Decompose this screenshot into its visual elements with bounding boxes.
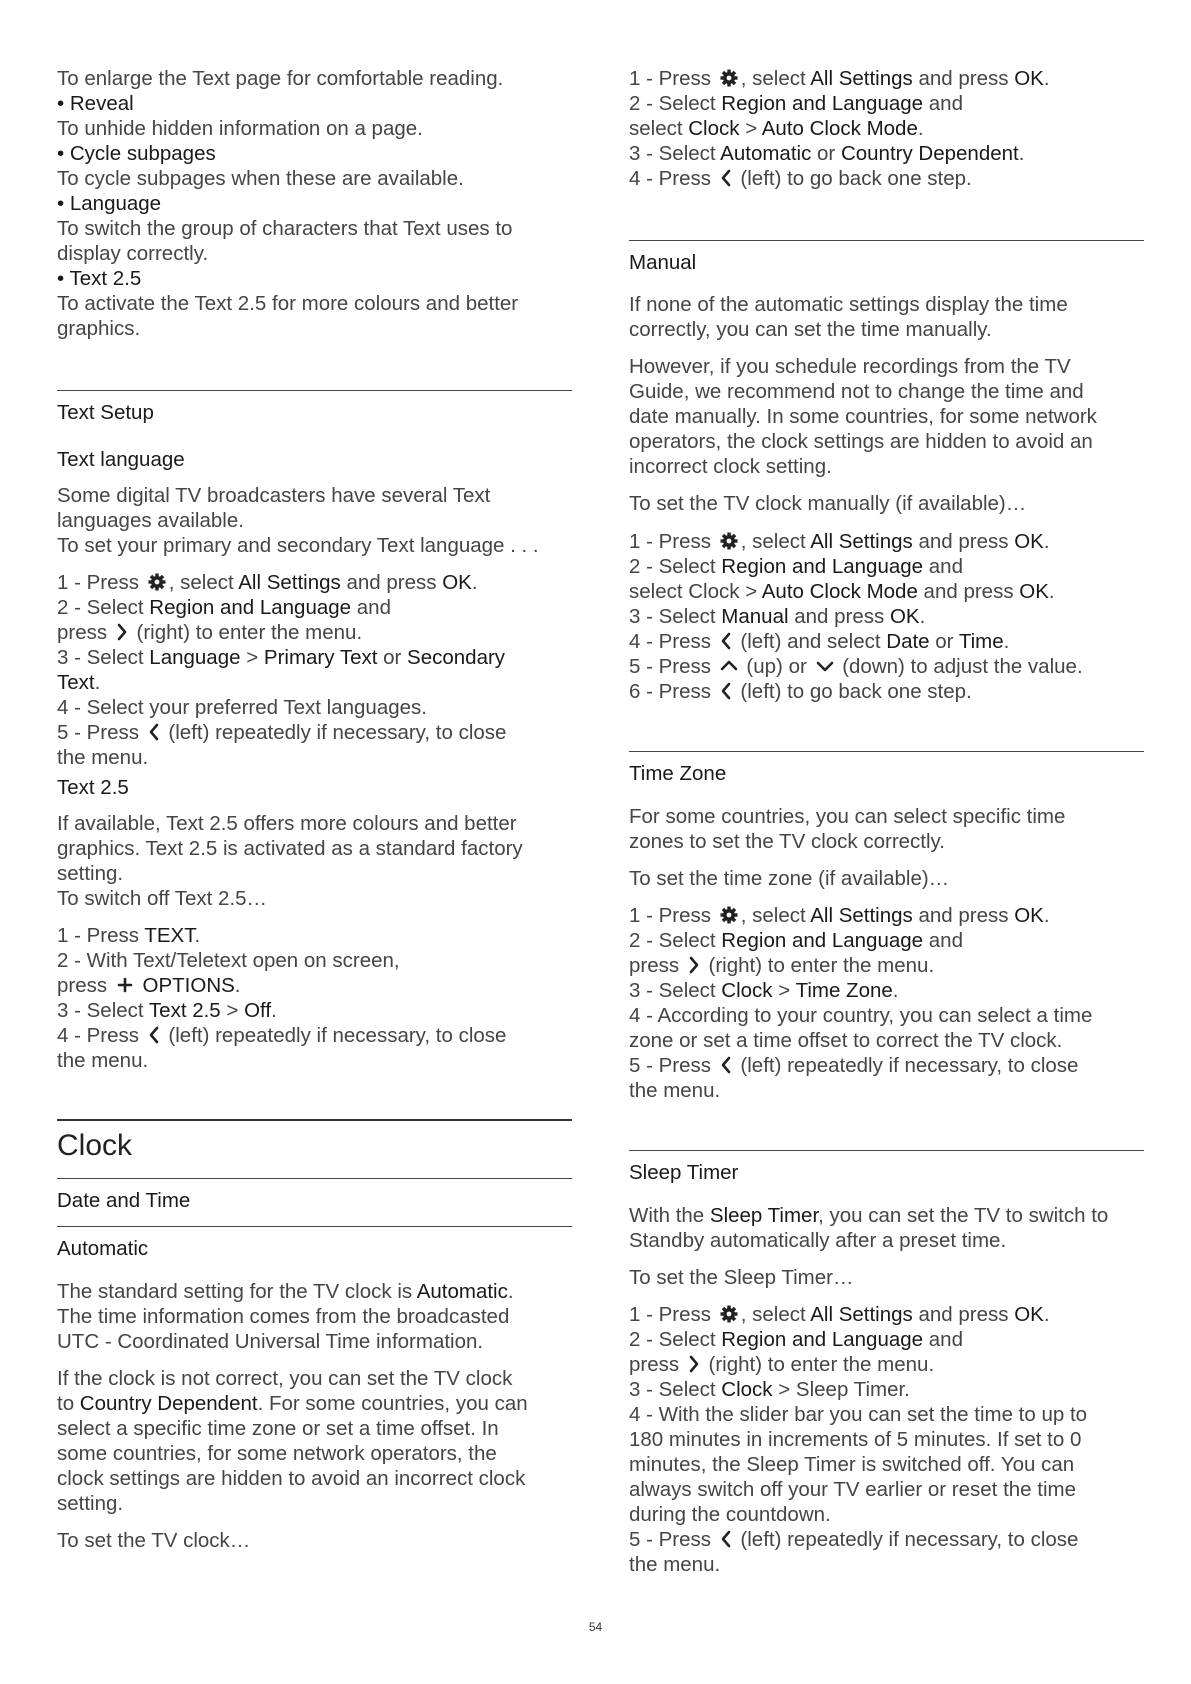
step: 1 - Press , select All Settings and press OK. bbox=[57, 571, 478, 594]
step: 3 - Select Language > Primary Text or Secondary bbox=[57, 646, 506, 669]
step: during the countdown. bbox=[629, 1503, 831, 1526]
paragraph: To set your primary and secondary Text language . . . bbox=[57, 534, 539, 557]
step: 5 - Press (up) or (down) to adjust the value. bbox=[629, 655, 1083, 678]
step: 1 - Press , select All Settings and press OK. bbox=[629, 67, 1050, 90]
paragraph: To set the TV clock manually (if available)… bbox=[629, 492, 1027, 515]
step: 2 - Select Region and Language and bbox=[629, 929, 963, 952]
step: 6 - Press (left) to go back one step. bbox=[629, 680, 972, 703]
paragraph: graphics. Text 2.5 is activated as a standard factory bbox=[57, 837, 523, 860]
step: 3 - Select Manual and press OK. bbox=[629, 605, 926, 628]
chapter-heading-clock: Clock bbox=[57, 1129, 133, 1162]
step: 1 - Press , select All Settings and press OK. bbox=[629, 1303, 1050, 1326]
chevron-up-icon bbox=[719, 656, 739, 676]
paragraph: To cycle subpages when these are available. bbox=[57, 167, 464, 190]
step: 3 - Select Automatic or Country Dependent. bbox=[629, 142, 1025, 165]
step: 3 - Select Clock > Time Zone. bbox=[629, 979, 899, 1002]
paragraph: The time information comes from the broadcasted bbox=[57, 1305, 510, 1328]
chapter-divider bbox=[57, 1119, 572, 1121]
paragraph: display correctly. bbox=[57, 242, 209, 265]
step: 5 - Press (left) repeatedly if necessary, to close bbox=[629, 1528, 1079, 1551]
chevron-left-icon bbox=[719, 1055, 733, 1075]
paragraph: To unhide hidden information on a page. bbox=[57, 117, 423, 140]
paragraph: To set the time zone (if available)… bbox=[629, 867, 950, 890]
subheading-automatic: Automatic bbox=[57, 1237, 149, 1260]
chevron-left-icon bbox=[719, 631, 733, 651]
section-divider bbox=[629, 751, 1144, 752]
chevron-left-icon bbox=[147, 722, 161, 742]
step: Text. bbox=[57, 671, 101, 694]
option-text-2-5: • Text 2.5 bbox=[57, 267, 142, 290]
chevron-right-icon bbox=[687, 1354, 701, 1374]
step: the menu. bbox=[57, 746, 149, 769]
paragraph: setting. bbox=[57, 862, 124, 885]
section-divider bbox=[629, 1150, 1144, 1151]
chevron-down-icon bbox=[815, 656, 835, 676]
gear-icon bbox=[147, 572, 167, 592]
step: 3 - Select Text 2.5 > Off. bbox=[57, 999, 277, 1022]
option-cycle-subpages: • Cycle subpages bbox=[57, 142, 216, 165]
step: 1 - Press TEXT. bbox=[57, 924, 201, 947]
option-language: • Language bbox=[57, 192, 162, 215]
paragraph: If none of the automatic settings display the time bbox=[629, 293, 1068, 316]
paragraph: correctly, you can set the time manually. bbox=[629, 318, 992, 341]
paragraph: select a specific time zone or set a time offset. In bbox=[57, 1417, 499, 1440]
section-heading-date-and-time: Date and Time bbox=[57, 1189, 191, 1212]
option-reveal: • Reveal bbox=[57, 92, 134, 115]
step: press (right) to enter the menu. bbox=[629, 1353, 935, 1376]
gear-icon bbox=[719, 68, 739, 88]
section-heading-sleep-timer: Sleep Timer bbox=[629, 1161, 739, 1184]
section-heading-time-zone: Time Zone bbox=[629, 762, 727, 785]
step: always switch off your TV earlier or reset the time bbox=[629, 1478, 1076, 1501]
step: 3 - Select Clock > Sleep Timer. bbox=[629, 1378, 910, 1401]
paragraph: incorrect clock setting. bbox=[629, 455, 832, 478]
gear-icon bbox=[719, 531, 739, 551]
paragraph: Guide, we recommend not to change the time and bbox=[629, 380, 1084, 403]
step: 2 - Select Region and Language and bbox=[629, 1328, 963, 1351]
paragraph: To switch the group of characters that Text uses to bbox=[57, 217, 513, 240]
step: 2 - Select Region and Language and bbox=[57, 596, 391, 619]
chevron-left-icon bbox=[719, 1529, 733, 1549]
section-heading-manual: Manual bbox=[629, 251, 697, 274]
step: 2 - Select Region and Language and bbox=[629, 555, 963, 578]
paragraph: If the clock is not correct, you can set the TV clock bbox=[57, 1367, 513, 1390]
paragraph: Standby automatically after a preset time. bbox=[629, 1229, 1007, 1252]
step: select Clock > Auto Clock Mode. bbox=[629, 117, 924, 140]
step: 4 - According to your country, you can select a time bbox=[629, 1004, 1093, 1027]
step: 4 - Press (left) and select Date or Time. bbox=[629, 630, 1010, 653]
paragraph: setting. bbox=[57, 1492, 124, 1515]
step: press OPTIONS. bbox=[57, 974, 241, 997]
step: 180 minutes in increments of 5 minutes. If set to 0 bbox=[629, 1428, 1082, 1451]
section-divider bbox=[57, 390, 572, 391]
step: press (right) to enter the menu. bbox=[57, 621, 363, 644]
step: 4 - Select your preferred Text languages. bbox=[57, 696, 427, 719]
step: 5 - Press (left) repeatedly if necessary, to close bbox=[57, 721, 507, 744]
gear-icon bbox=[719, 1304, 739, 1324]
step: minutes, the Sleep Timer is switched off. You can bbox=[629, 1453, 1075, 1476]
step: 1 - Press , select All Settings and press OK. bbox=[629, 904, 1050, 927]
paragraph: To activate the Text 2.5 for more colours and better bbox=[57, 292, 519, 315]
paragraph: To set the TV clock… bbox=[57, 1529, 251, 1552]
step: 4 - Press (left) repeatedly if necessary, to close bbox=[57, 1024, 507, 1047]
paragraph: some countries, for some network operators, the bbox=[57, 1442, 497, 1465]
section-divider bbox=[629, 240, 1144, 241]
paragraph: to Country Dependent. For some countries, you can bbox=[57, 1392, 528, 1415]
chevron-left-icon bbox=[719, 168, 733, 188]
paragraph: With the Sleep Timer, you can set the TV to switch to bbox=[629, 1204, 1109, 1227]
paragraph: graphics. bbox=[57, 317, 141, 340]
gear-icon bbox=[719, 905, 739, 925]
paragraph: To set the Sleep Timer… bbox=[629, 1266, 854, 1289]
paragraph: languages available. bbox=[57, 509, 244, 532]
section-divider bbox=[57, 1226, 572, 1227]
paragraph: If available, Text 2.5 offers more colours and better bbox=[57, 812, 517, 835]
paragraph: To enlarge the Text page for comfortable reading. bbox=[57, 67, 504, 90]
chevron-right-icon bbox=[687, 955, 701, 975]
chevron-right-icon bbox=[115, 622, 129, 642]
plus-icon bbox=[115, 975, 135, 995]
step: 2 - With Text/Teletext open on screen, bbox=[57, 949, 400, 972]
subheading-text-language: Text language bbox=[57, 448, 185, 471]
paragraph: operators, the clock settings are hidden to avoid an bbox=[629, 430, 1093, 453]
paragraph: UTC - Coordinated Universal Time information. bbox=[57, 1330, 484, 1353]
step: select Clock > Auto Clock Mode and press OK. bbox=[629, 580, 1055, 603]
paragraph: The standard setting for the TV clock is Automatic. bbox=[57, 1280, 514, 1303]
paragraph: date manually. In some countries, for some network bbox=[629, 405, 1097, 428]
paragraph: For some countries, you can select specific time bbox=[629, 805, 1066, 828]
section-heading-text-setup: Text Setup bbox=[57, 401, 154, 424]
step: the menu. bbox=[57, 1049, 149, 1072]
step: zone or set a time offset to correct the TV clock. bbox=[629, 1029, 1063, 1052]
section-divider bbox=[57, 1178, 572, 1179]
step: 4 - Press (left) to go back one step. bbox=[629, 167, 972, 190]
step: 5 - Press (left) repeatedly if necessary, to close bbox=[629, 1054, 1079, 1077]
step: the menu. bbox=[629, 1079, 721, 1102]
step: 4 - With the slider bar you can set the time to up to bbox=[629, 1403, 1088, 1426]
paragraph: However, if you schedule recordings from the TV bbox=[629, 355, 1071, 378]
paragraph: clock settings are hidden to avoid an incorrect clock bbox=[57, 1467, 526, 1490]
page-number: 54 bbox=[588, 1620, 603, 1634]
chevron-left-icon bbox=[719, 681, 733, 701]
step: the menu. bbox=[629, 1553, 721, 1576]
step: press (right) to enter the menu. bbox=[629, 954, 935, 977]
step: 2 - Select Region and Language and bbox=[629, 92, 963, 115]
subheading-text-2-5: Text 2.5 bbox=[57, 776, 129, 799]
step: 1 - Press , select All Settings and press OK. bbox=[629, 530, 1050, 553]
paragraph: Some digital TV broadcasters have several Text bbox=[57, 484, 491, 507]
paragraph: zones to set the TV clock correctly. bbox=[629, 830, 945, 853]
chevron-left-icon bbox=[147, 1025, 161, 1045]
paragraph: To switch off Text 2.5… bbox=[57, 887, 268, 910]
